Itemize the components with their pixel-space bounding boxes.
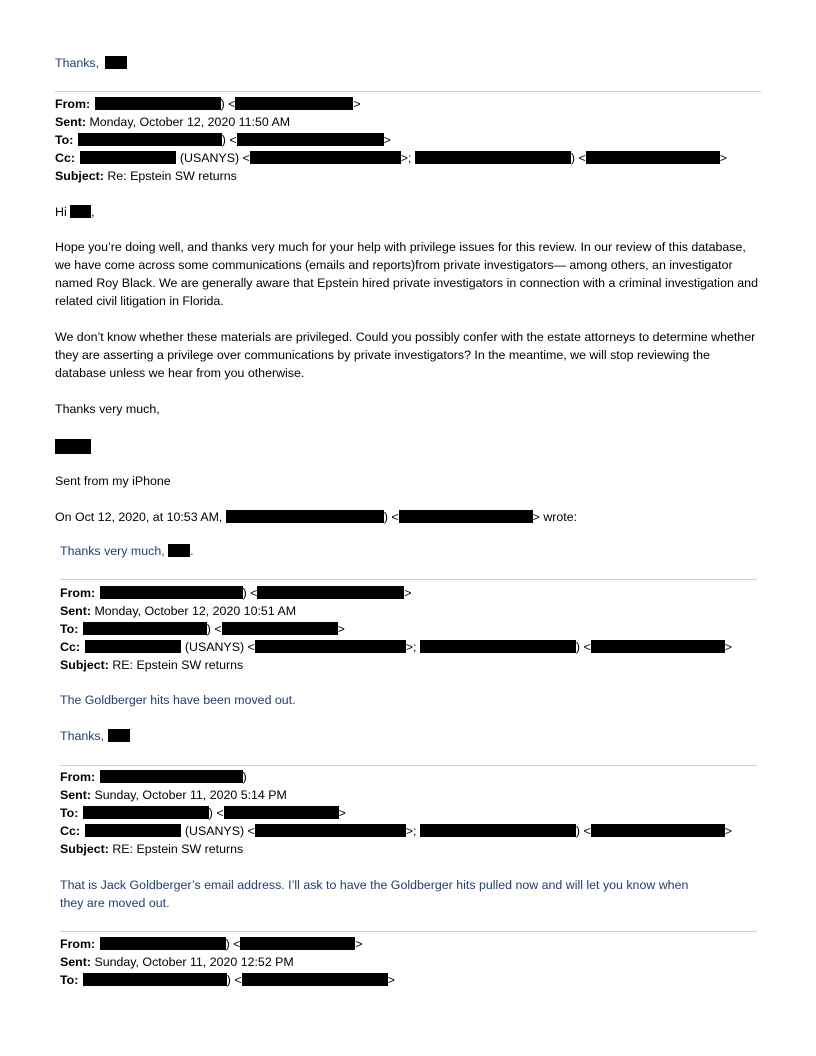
signature-redaction bbox=[55, 439, 91, 454]
sent-line bbox=[55, 115, 290, 130]
quoted-reply-1 bbox=[60, 544, 194, 559]
redaction-block bbox=[255, 640, 406, 653]
subject-value: Re: Epstein SW returns bbox=[107, 169, 237, 183]
closing: Thanks very much, bbox=[55, 402, 160, 416]
cc-org: (USANYS) bbox=[184, 824, 245, 838]
redaction-block bbox=[242, 973, 388, 986]
salutation: Hi , bbox=[55, 205, 95, 219]
top-reply-line bbox=[55, 56, 127, 71]
sent-label: Sent: bbox=[60, 788, 91, 802]
redaction-block bbox=[224, 806, 339, 819]
redaction-block bbox=[100, 937, 226, 950]
sent-line bbox=[60, 604, 296, 619]
redaction-block bbox=[85, 824, 181, 837]
salutation-text: Hi bbox=[55, 205, 67, 219]
redaction-block bbox=[237, 133, 384, 146]
redaction-block bbox=[222, 622, 338, 635]
redaction-block bbox=[420, 640, 576, 653]
to-line: To: ) < > bbox=[60, 622, 345, 636]
from-label: From: bbox=[60, 770, 96, 784]
cc-label: Cc: bbox=[55, 151, 75, 165]
redaction-block bbox=[586, 151, 720, 164]
to-line: To: ) < > bbox=[60, 973, 395, 987]
body-paragraph-2: We don’t know whether these materials are privileged. Could you possibly confer with the estate attorneys to determine whether they are asserting a privilege over communications by private investigators? In the meantime, we will stop reviewing the database unless we hear from you otherwise. bbox=[55, 330, 756, 380]
to-line: To: ) < > bbox=[55, 133, 391, 147]
sent-value: Monday, October 12, 2020 11:50 AM bbox=[89, 115, 291, 129]
cc-line: Cc: (USANYS) < >; ) < > bbox=[60, 824, 732, 838]
sent-line bbox=[60, 955, 294, 970]
body-paragraph-1: Hope you’re doing well, and thanks very much for your help with privilege issues for this review. In our review of this database, we have come across some communications (emails and reports)from private investigators— among others, an investigator named Roy Black. We are generally aware that Epstein hired private investigators in connection with a criminal investigation and related civil litigation in Florida. bbox=[55, 240, 758, 308]
redaction-block bbox=[591, 640, 725, 653]
from-line: From: ) < > bbox=[55, 97, 361, 111]
redaction-block bbox=[240, 937, 355, 950]
quote-suffix: wrote: bbox=[543, 510, 578, 524]
sent-label: Sent: bbox=[60, 955, 91, 969]
from-label: From: bbox=[55, 97, 91, 111]
cc-org: (USANYS) bbox=[179, 151, 240, 165]
redaction-block bbox=[250, 151, 401, 164]
divider bbox=[60, 931, 757, 932]
to-line: To: ) < > bbox=[60, 806, 346, 820]
to-label: To: bbox=[60, 622, 79, 636]
redaction-block bbox=[399, 510, 533, 523]
redaction-block bbox=[83, 973, 227, 986]
subject-line bbox=[60, 842, 243, 857]
redaction-block bbox=[83, 622, 207, 635]
greeting-text: Thanks, bbox=[55, 56, 100, 70]
subject-line bbox=[60, 658, 243, 673]
sent-line bbox=[60, 788, 287, 803]
redaction-block bbox=[255, 824, 406, 837]
sent-value: Sunday, October 11, 2020 12:52 PM bbox=[94, 955, 294, 969]
subject-line bbox=[55, 169, 237, 184]
signature-note: Sent from my iPhone bbox=[55, 474, 171, 488]
quoted-text-end: . bbox=[190, 544, 194, 558]
redaction-block bbox=[95, 97, 221, 110]
redaction-block bbox=[80, 151, 176, 164]
quote-attribution: On Oct 12, 2020, at 10:53 AM, ) < > wrote: bbox=[55, 510, 578, 524]
subject-label: Subject: bbox=[55, 169, 104, 183]
redaction-block bbox=[78, 133, 222, 146]
to-label: To: bbox=[55, 133, 74, 147]
redaction-block bbox=[420, 824, 576, 837]
subject-value: RE: Epstein SW returns bbox=[112, 842, 244, 856]
cc-org: (USANYS) bbox=[184, 640, 245, 654]
cc-line: Cc: (USANYS) < >; ) < > bbox=[55, 151, 727, 165]
from-line: From: ) bbox=[60, 770, 247, 784]
redaction-block bbox=[100, 586, 243, 599]
sent-value: Sunday, October 11, 2020 5:14 PM bbox=[94, 788, 287, 802]
sent-value: Monday, October 12, 2020 10:51 AM bbox=[94, 604, 297, 618]
sent-label: Sent: bbox=[55, 115, 86, 129]
redaction-block bbox=[168, 544, 190, 557]
redaction-block bbox=[226, 510, 384, 523]
divider bbox=[60, 765, 757, 766]
redaction-block bbox=[415, 151, 571, 164]
sent-label: Sent: bbox=[60, 604, 91, 618]
redaction-block bbox=[591, 824, 725, 837]
message-2-closing bbox=[60, 729, 130, 744]
divider bbox=[60, 579, 757, 580]
subject-value: RE: Epstein SW returns bbox=[112, 658, 244, 672]
cc-label: Cc: bbox=[60, 824, 80, 838]
from-line: From: ) < > bbox=[60, 937, 363, 951]
redaction-block bbox=[257, 586, 404, 599]
from-label: From: bbox=[60, 937, 96, 951]
redaction-block bbox=[100, 770, 243, 783]
message-3-line-1: That is Jack Goldberger’s email address. I’ll ask to have the Goldberger hits pulled now and will let you know when bbox=[60, 878, 689, 892]
cc-label: Cc: bbox=[60, 640, 80, 654]
quote-prefix: On Oct 12, 2020, at 10:53 AM, bbox=[55, 510, 223, 524]
divider bbox=[55, 91, 761, 92]
closing-text: Thanks, bbox=[60, 729, 105, 743]
cc-line: Cc: (USANYS) < >; ) < > bbox=[60, 640, 732, 654]
to-label: To: bbox=[60, 806, 79, 820]
message-3-line-2: they are moved out. bbox=[60, 896, 170, 910]
redaction-block bbox=[85, 640, 181, 653]
redaction-block bbox=[105, 56, 127, 69]
redaction-block bbox=[108, 729, 130, 742]
subject-label: Subject: bbox=[60, 658, 109, 672]
subject-label: Subject: bbox=[60, 842, 109, 856]
redaction-block bbox=[70, 205, 91, 218]
from-line: From: ) < > bbox=[60, 586, 412, 600]
message-2-body: The Goldberger hits have been moved out. bbox=[60, 693, 296, 707]
from-label: From: bbox=[60, 586, 96, 600]
redaction-block bbox=[83, 806, 209, 819]
redaction-block bbox=[235, 97, 353, 110]
quoted-text: Thanks very much, bbox=[60, 544, 165, 558]
to-label: To: bbox=[60, 973, 79, 987]
